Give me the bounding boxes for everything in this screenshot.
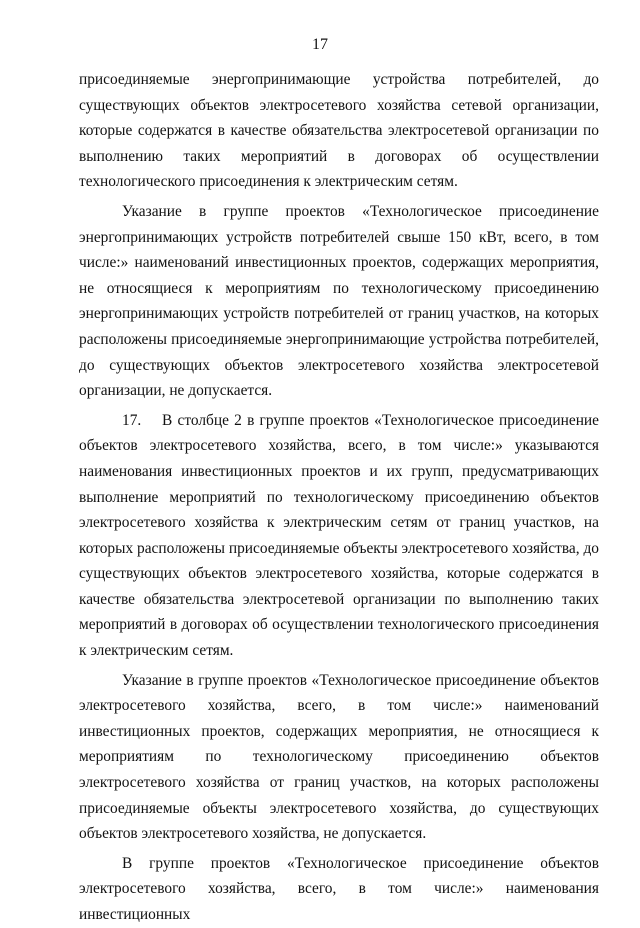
page-number: 17 (312, 36, 328, 53)
paragraph-restriction-150kw: Указание в группе проектов «Технологическое присоединение энергопринимающих устройств потребителей свыше 150 кВт, всего, в том числе:» наименований инвестиционных проектов, содержащих мероприятия, не относящиеся к мероприятиям по технологическому присоединению энергопринимающих устройств потребителей от границ участков, на которых расположены присоединяемые энергопринимающие устройства потребителей, до существующих объектов электросетевого хозяйства электросетевой организации, не допускается. (79, 202, 599, 400)
paragraph-item-17: 17. В столбце 2 в группе проектов «Технологическое присоединение объектов электросетевого хозяйства, всего, в том числе:» указываются наименования инвестиционных проектов и их групп, предусматривающих выполнение мероприятий по технологическому присоединению объектов электросетевого хозяйства к электрическим сетям от границ участков, на которых расположены присоединяемые объекты электросетевого хозяйства, до существующих объектов электросетевого хозяйства, которые содержатся в качестве обязательства электросетевой организации по выполнению таких мероприятий в договорах об осуществлении технологического присоединения к электрическим сетям. (79, 411, 599, 660)
paragraph-continuation: присоединяемые энергопринимающие устройства потребителей, до существующих объектов электросетевого хозяйства сетевой организации, которые содержатся в качестве обязательства электросетевой организации по выполнению таких мероприятий в договорах об осуществлении технологического присоединения к электрическим сетям. (79, 71, 599, 191)
paragraph-grid-objects-group: В группе проектов «Технологическое присоединение объектов электросетевого хозяйства, всего, в том числе:» наименования инвестиционных (79, 854, 599, 923)
document-body (79, 67, 599, 928)
paragraph-restriction-grid-objects: Указание в группе проектов «Технологическое присоединение объектов электросетевого хозяйства, всего, в том числе:» наименований инвестиционных проектов, содержащих мероприятия, не относящиеся к мероприятиям по технологическому присоединению объектов электросетевого хозяйства от границ участков, на которых расположены присоединяемые объекты электросетевого хозяйства, до существующих объектов электросетевого хозяйства, не допускается. (79, 671, 599, 843)
